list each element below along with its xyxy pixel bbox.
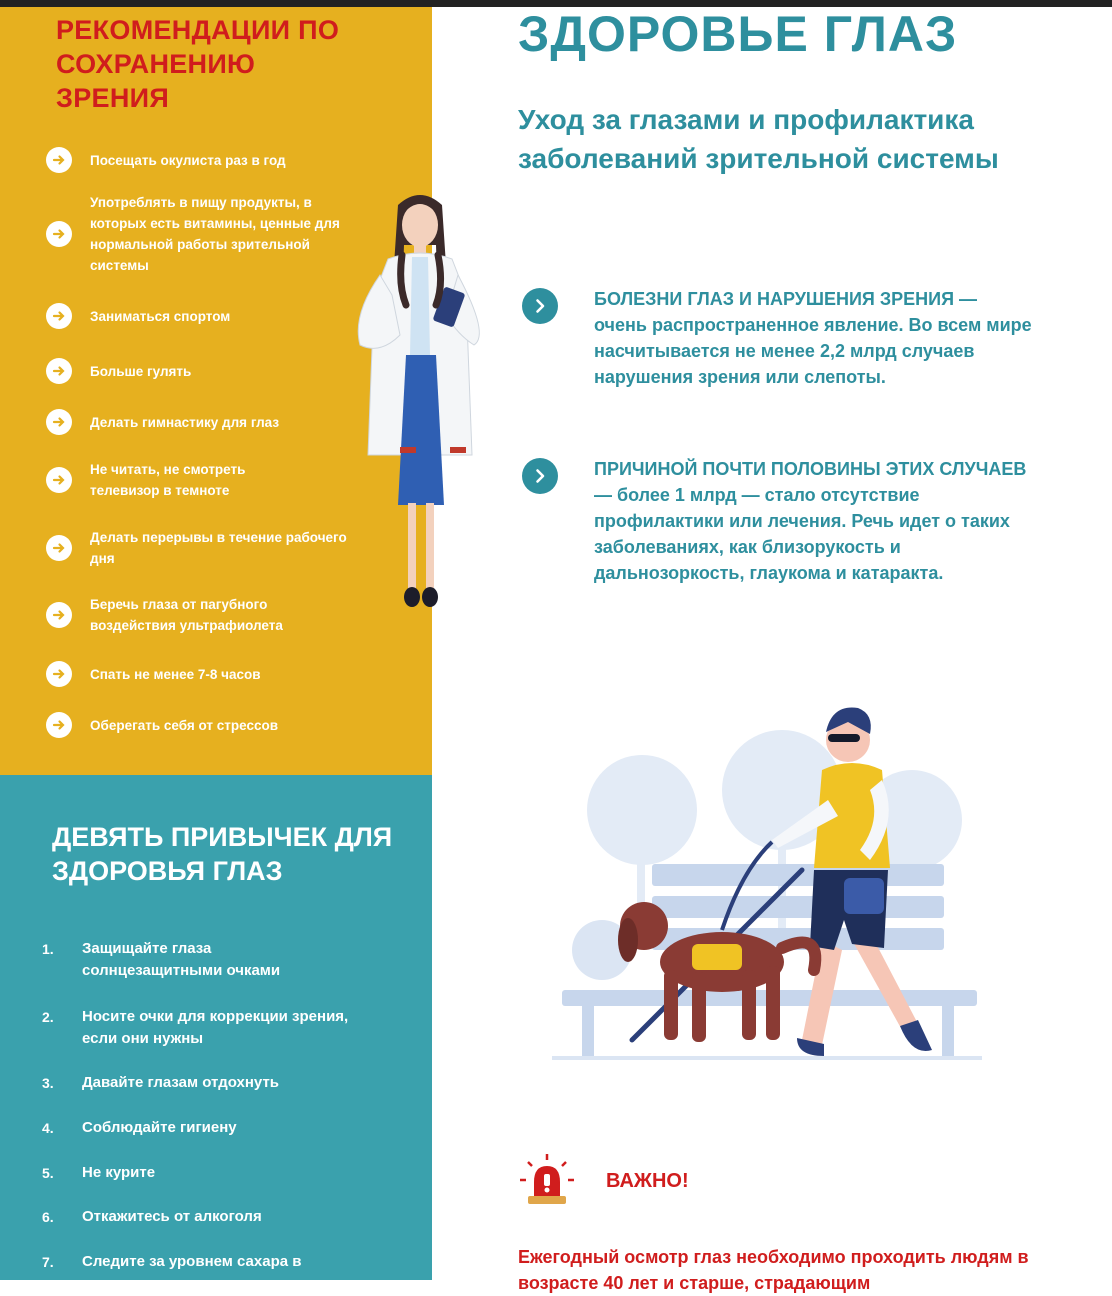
habit-text: Следите за уровнем сахара в bbox=[82, 1253, 302, 1270]
fact-body: — более 1 млрд — стало отсутствие профилактики или лечения. Речь идет о таких заболеваниях, как близорукость и дальнозоркость, глаукома и катаракта. bbox=[594, 485, 1010, 583]
arrow-right-icon bbox=[46, 409, 72, 435]
habit-number: 6. bbox=[42, 1209, 54, 1225]
arrow-right-icon bbox=[46, 661, 72, 687]
chevron-right-icon bbox=[522, 458, 558, 494]
habit-text: Откажитесь от алкоголя bbox=[82, 1208, 262, 1225]
habit-text: Не курите bbox=[82, 1164, 156, 1181]
arrow-right-icon bbox=[46, 358, 72, 384]
habit-item bbox=[42, 1117, 402, 1139]
arrow-right-icon bbox=[46, 147, 72, 173]
recommendation-text: Беречь глаза от пагубного воздействия ультрафиолета bbox=[90, 597, 283, 633]
fact-block bbox=[522, 456, 1062, 586]
recommendation-text: Посещать окулиста раз в год bbox=[90, 152, 286, 168]
recommendation-item bbox=[46, 661, 406, 687]
recommendations-title: РЕКОМЕНДАЦИИ ПО СОХРАНЕНИЮ ЗРЕНИЯ bbox=[56, 15, 340, 113]
fact-text bbox=[594, 456, 1034, 586]
fact-block bbox=[522, 286, 1062, 390]
arrow-right-icon bbox=[46, 467, 72, 493]
blind-person-with-guide-dog-illustration bbox=[552, 700, 982, 1070]
recommendation-text: Спать не менее 7-8 часов bbox=[90, 666, 261, 682]
habit-text: Соблюдайте гигиену bbox=[82, 1119, 237, 1136]
habit-number: 7. bbox=[42, 1254, 54, 1270]
arrow-right-icon bbox=[46, 303, 72, 329]
recommendation-text: Заниматься спортом bbox=[90, 308, 231, 324]
fact-text bbox=[594, 286, 1034, 390]
recommendation-item bbox=[46, 712, 406, 738]
habit-item bbox=[42, 938, 402, 982]
fact-lead: БОЛЕЗНИ ГЛАЗ И НАРУШЕНИЯ ЗРЕНИЯ bbox=[594, 289, 955, 309]
habit-item bbox=[42, 1072, 402, 1094]
doctor-illustration bbox=[340, 185, 500, 625]
recommendations-panel bbox=[0, 7, 432, 775]
fact-body: — очень распространенное явление. Во всем мире насчитывается не менее 2,2 млрд случаев нарушения зрения или слепоты. bbox=[594, 289, 1032, 387]
arrow-right-icon bbox=[46, 602, 72, 628]
recommendation-text: Делать перерывы в течение рабочего дня bbox=[90, 530, 347, 566]
important-label: ВАЖНО! bbox=[606, 1169, 689, 1192]
habit-item bbox=[42, 1006, 402, 1050]
important-text: Ежегодный осмотр глаз необходимо проходить людям в возрасте 40 лет и старше, страдающим bbox=[518, 1247, 1029, 1293]
habit-item bbox=[42, 1251, 402, 1273]
recommendation-text: Больше гулять bbox=[90, 363, 192, 379]
siren-icon bbox=[518, 1152, 576, 1210]
habit-number: 4. bbox=[42, 1120, 54, 1136]
habit-text: Давайте глазам отдохнуть bbox=[82, 1074, 280, 1091]
arrow-right-icon bbox=[46, 221, 72, 247]
habit-number: 1. bbox=[42, 941, 54, 957]
recommendation-item bbox=[46, 147, 406, 173]
habit-number: 5. bbox=[42, 1165, 54, 1181]
page-title: ЗДОРОВЬЕ ГЛАЗ bbox=[518, 6, 958, 62]
chevron-right-icon bbox=[522, 288, 558, 324]
fact-lead: ПРИЧИНОЙ ПОЧТИ ПОЛОВИНЫ ЭТИХ СЛУЧАЕВ bbox=[594, 459, 1027, 479]
habit-item bbox=[42, 1162, 402, 1184]
recommendation-text: Употреблять в пищу продукты, в которых есть витамины, ценные для нормальной работы зрительной системы bbox=[90, 195, 340, 273]
habits-panel bbox=[0, 775, 432, 1280]
recommendation-text: Оберегать себя от стрессов bbox=[90, 717, 279, 733]
habit-number: 2. bbox=[42, 1009, 54, 1025]
arrow-right-icon bbox=[46, 535, 72, 561]
habit-number: 3. bbox=[42, 1075, 54, 1091]
habits-title: ДЕВЯТЬ ПРИВЫЧЕК ДЛЯ ЗДОРОВЬЯ ГЛАЗ bbox=[52, 822, 393, 886]
important-notice bbox=[518, 1152, 689, 1210]
arrow-right-icon bbox=[46, 712, 72, 738]
recommendation-text: Не читать, не смотреть телевизор в темноте bbox=[90, 462, 246, 498]
habit-text: Защищайте глаза солнцезащитными очками bbox=[82, 940, 281, 979]
habit-text: Носите очки для коррекции зрения, если они нужны bbox=[82, 1008, 349, 1047]
recommendation-text: Делать гимнастику для глаз bbox=[90, 414, 280, 430]
habit-item bbox=[42, 1206, 402, 1228]
page-subtitle: Уход за глазами и профилактика заболеваний зрительной системы bbox=[518, 104, 999, 174]
